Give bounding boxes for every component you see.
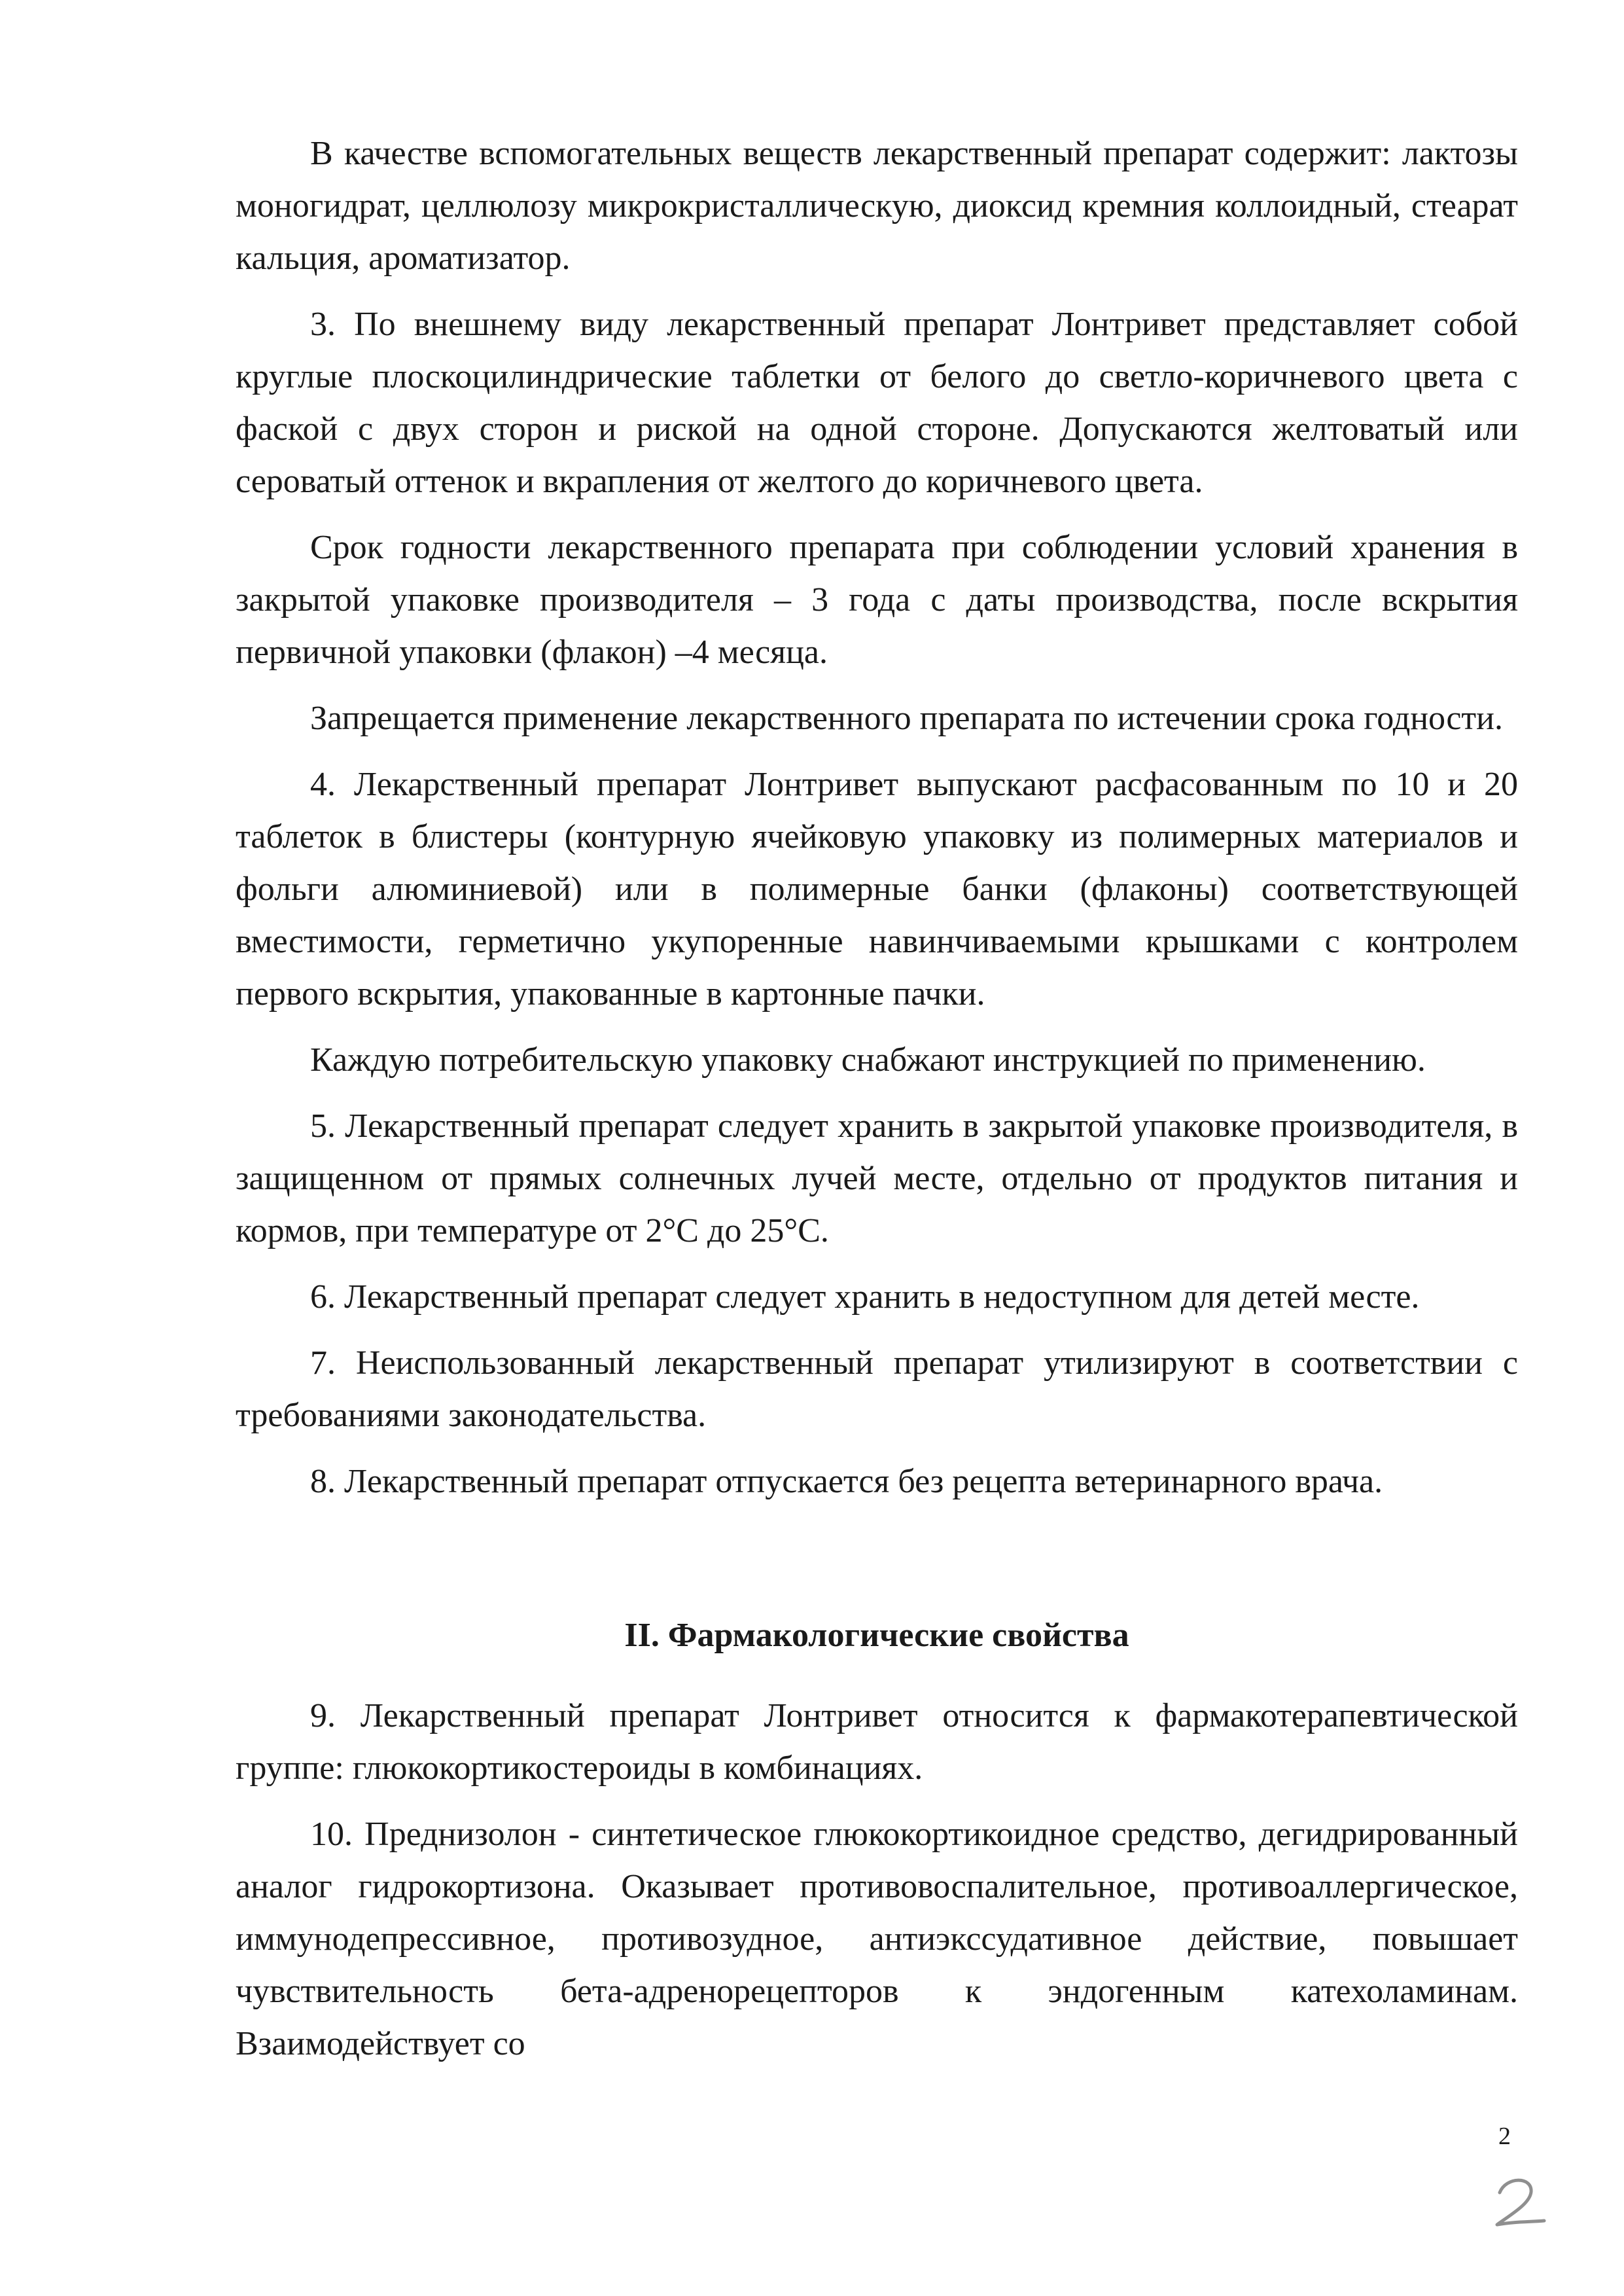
paragraph-pharmacotherapeutic-group: 9. Лекарственный препарат Лонтривет относится к фармакотерапевтической группе: глюкокортикостероиды в комбинациях.: [236, 1697, 1518, 1787]
section-title: II. Фармакологические свойства: [624, 1617, 1129, 1654]
paragraph-shelf-life: Срок годности лекарственного препарата при соблюдении условий хранения в закрытой упаковке производителя – 3 года с даты производства, после вскрытия первичной упаковки (флакон) –4 месяца.: [236, 529, 1518, 671]
paragraph-appearance: 3. По внешнему виду лекарственный препарат Лонтривет представляет собой круглые плоскоцилиндрические таблетки от белого до светло-коричневого цвета с фаской с двух сторон и риской на одной стороне. Допускаются желтоватый или сероватый оттенок и вкрапления от желтого до коричневого цвета.: [236, 306, 1518, 500]
paragraph-packaging: 4. Лекарственный препарат Лонтривет выпускают расфасованным по 10 и 20 таблеток в блистеры (контурную ячейковую упаковку из полимерных материалов и фольги алюминиевой) или в полимерные банки (флаконы) соответствующей вместимости, герметично укупоренные навинчиваемыми крышками с контролем первого вскрытия, упакованные в картонные пачки.: [236, 766, 1518, 1013]
paragraph-instructions: Каждую потребительскую упаковку снабжают инструкцией по применению.: [310, 1041, 1426, 1079]
paragraph-prednisolone: 10. Преднизолон - синтетическое глюкокортикоидное средство, дегидрированный аналог гидрокортизона. Оказывает противовоспалительное, противоаллергическое, иммунодепрессивное, противозудное, антиэкссудативное действие, повышает чувствительность бета-адренорецепторов к эндогенным катехоламинам. Взаимодействует со: [236, 1816, 1518, 2062]
paragraph-disposal: 7. Неиспользованный лекарственный препарат утилизируют в соответствии с требованиями законодательства.: [236, 1344, 1518, 1434]
paragraph-storage: 5. Лекарственный препарат следует хранить в закрытой упаковке производителя, в защищенном от прямых солнечных лучей месте, отдельно от продуктов питания и кормов, при температуре от 2°С до 25°С.: [236, 1107, 1518, 1249]
paragraph-excipients: В качестве вспомогательных веществ лекарственный препарат содержит: лактозы моногидрат, целлюлозу микрокристаллическую, диоксид кремния коллоидный, стеарат кальция, ароматизатор.: [236, 135, 1518, 277]
paragraph-prescription: 8. Лекарственный препарат отпускается без рецепта ветеринарного врача.: [310, 1463, 1383, 1500]
paragraph-expiry-prohibition: Запрещается применение лекарственного препарата по истечении срока годности.: [310, 700, 1503, 737]
paragraph-child-safety: 6. Лекарственный препарат следует хранить в недоступном для детей месте.: [310, 1278, 1420, 1316]
handwritten-page-mark-icon: [1484, 2170, 1556, 2242]
page-number: 2: [1498, 2123, 1511, 2150]
document-page: [236, 128, 1518, 2084]
